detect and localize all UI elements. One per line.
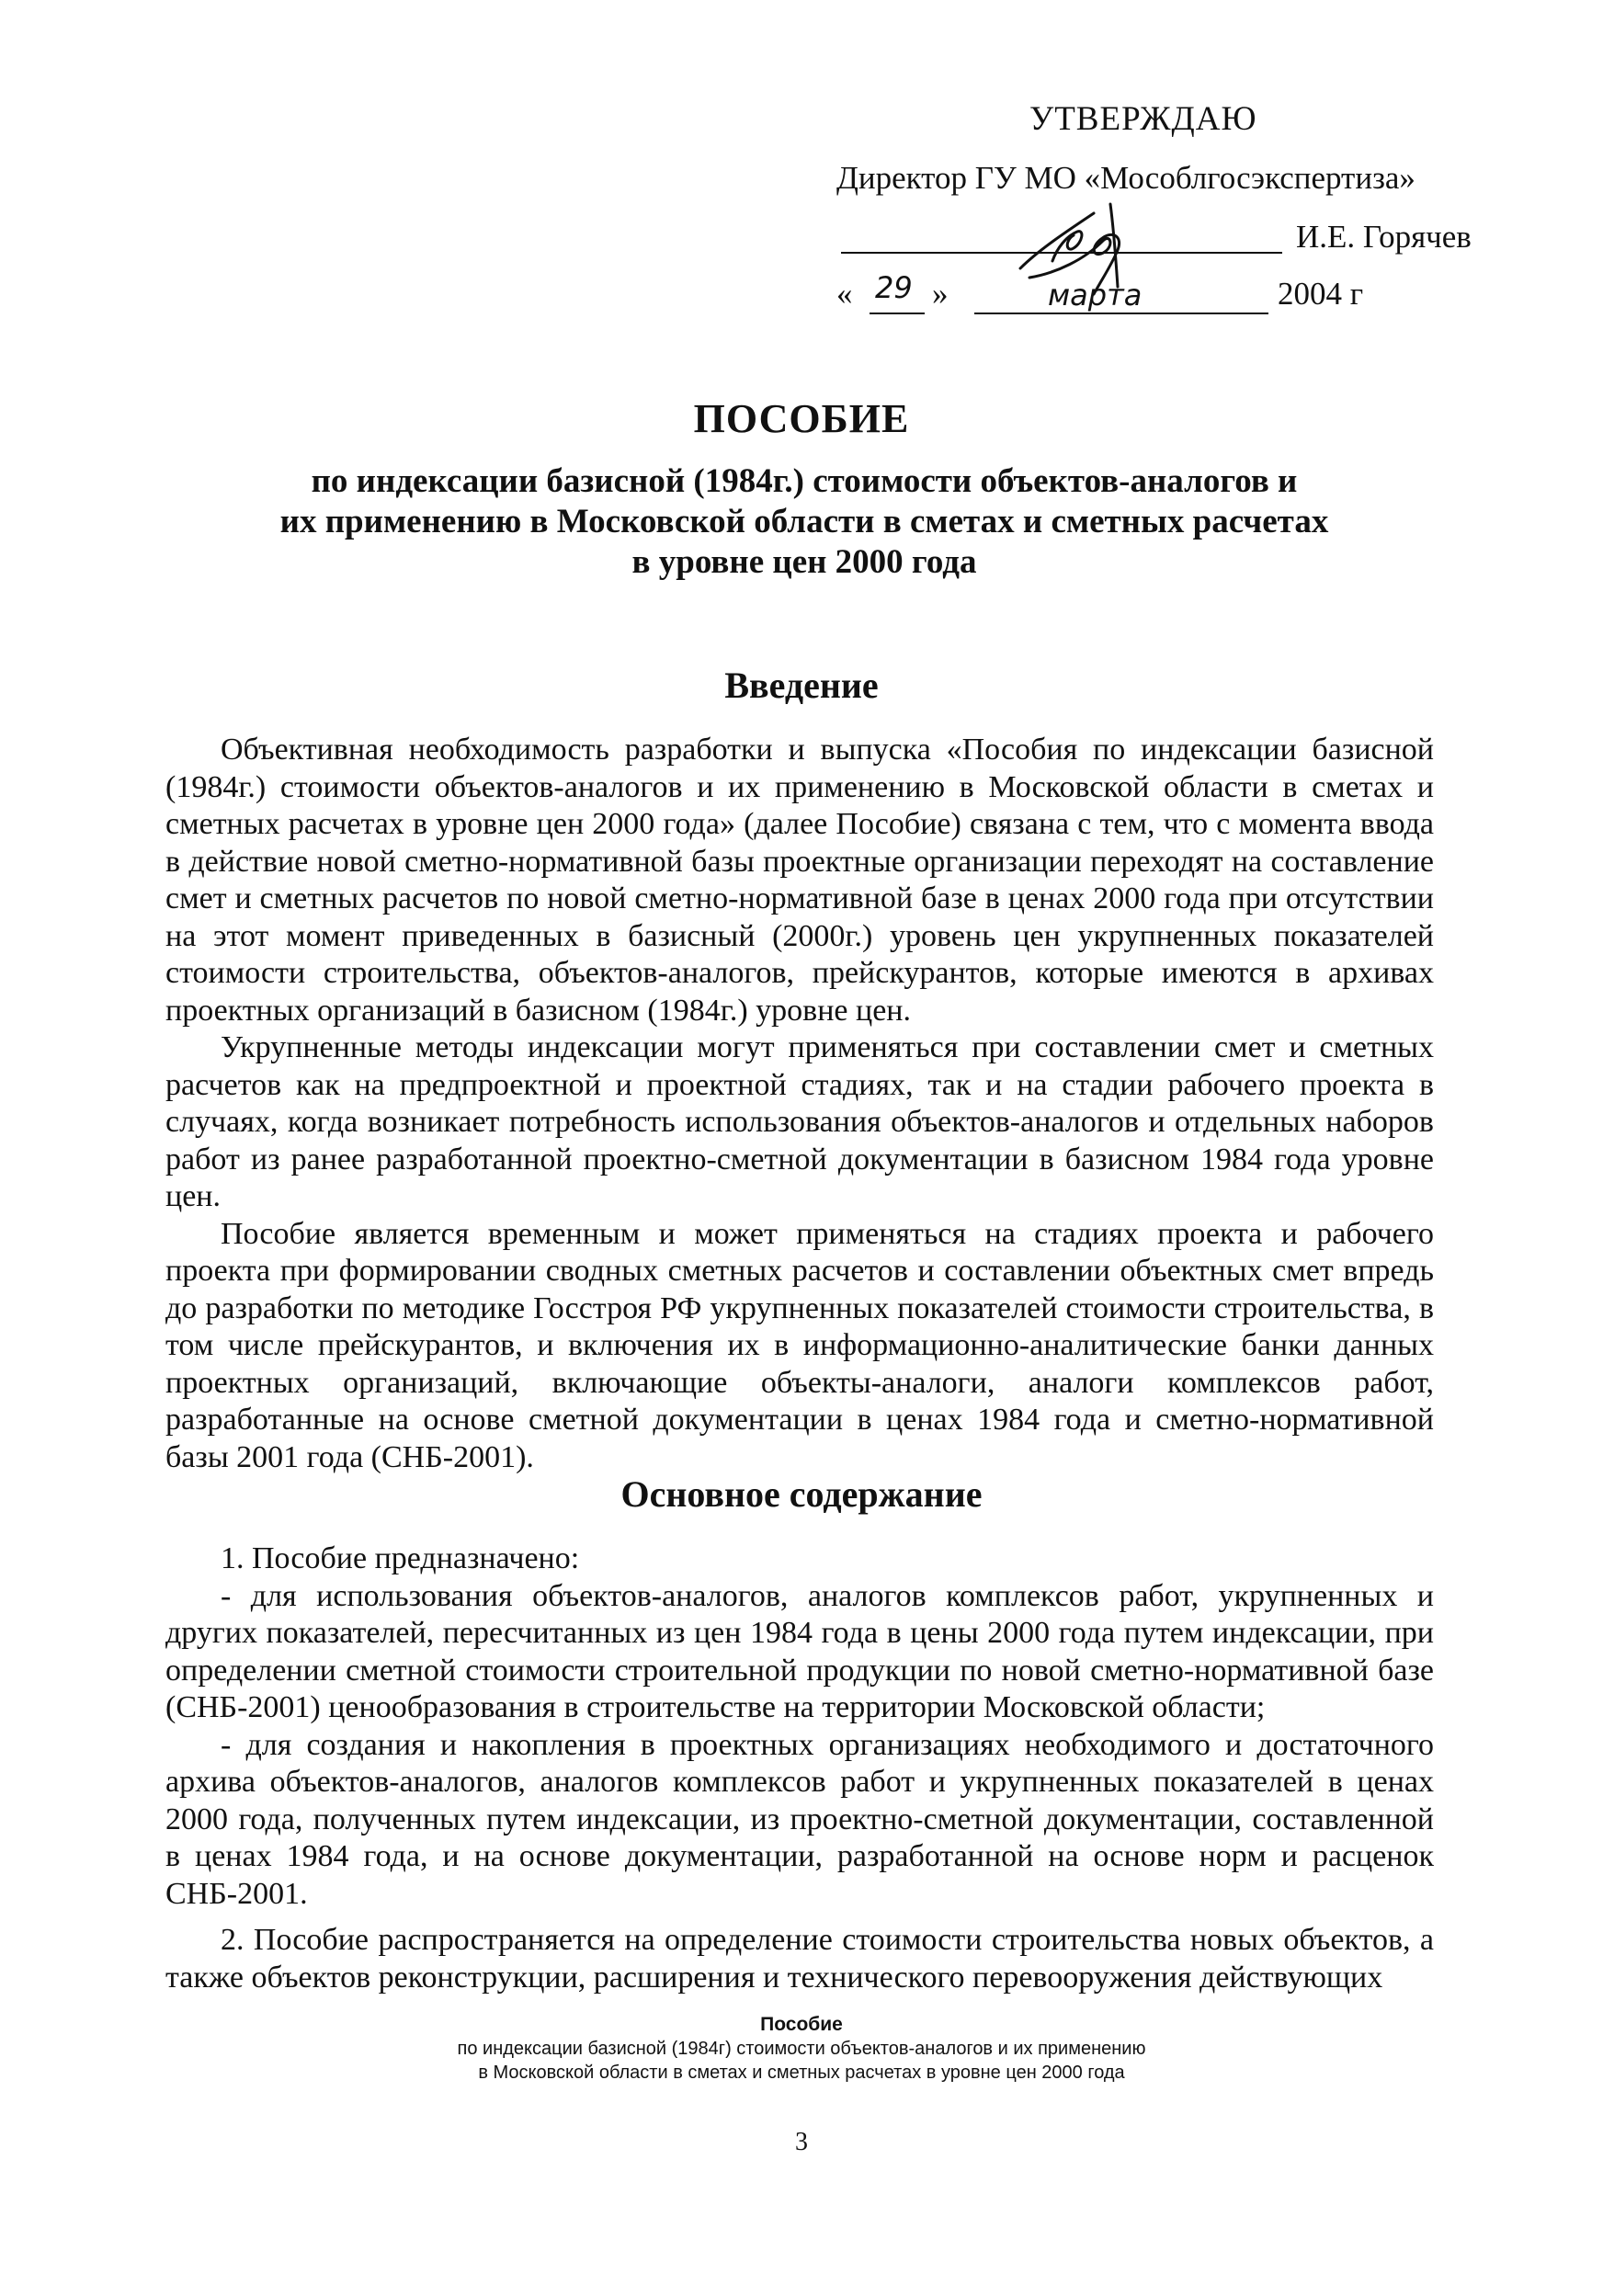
approval-position: Директор ГУ МО «Мособлгосэкспертиза» [836, 160, 1415, 196]
document-title: ПОСОБИЕ [693, 396, 910, 441]
page-number: 3 [795, 2128, 808, 2156]
paragraph: Укрупненные методы индексации могут применяться при составлении смет и сметных расчетов как на предпроектной и проектной стадиях, так и на стадии рабочего проекта в случаях, когда возникает потребность использования объектов-аналогов и отдельных наборов работ из ранее разработанной проектно-сметной документации в базисном 1984 года уровне цен. [165, 1030, 1434, 1213]
subtitle-line: по индексации базисной (1984г.) стоимости объектов-аналогов и [311, 462, 1298, 500]
paragraph: Пособие является временным и может применяться на стадиях проекта и рабочего проекта при формировании сводных сметных расчетов и составлении объектных смет впредь до разработки по методике Госстроя РФ укрупненных показателей стоимости строительства, в том числе прейскурантов, и включения их в информационно-аналитические банки данных проектных организаций, включающие объекты-аналоги, аналоги комплексов работ, разработанные на основе сметной документации в ценах 1984 года и сметно-нормативной базы 2001 года (СНБ-2001). [165, 1216, 1434, 1474]
introduction-text [165, 732, 1434, 1476]
date-month: марта [1048, 278, 1143, 313]
main-content-heading: Основное содержание [620, 1473, 983, 1515]
date-year: 2004 г [1278, 276, 1364, 312]
date-month-line [974, 313, 1268, 314]
date-day-line [870, 313, 925, 314]
date-open-quote: « [836, 276, 853, 312]
date-close-quote: » [932, 276, 949, 312]
paragraph: Объективная необходимость разработки и выпуска «Пособия по индексации базисной (1984г.) стоимости объектов-аналогов и их применению в Московской области в сметах и сметных расчетах в уровне цен 2000 года» (далее Пособие) связана с тем, что с момента ввода в действие новой сметно-нормативной базы проектные организации переходят на составление смет и сметных расчетов по новой сметно-нормативной базе в ценах 2000 года при отсутствии на этот момент приведенных в базисный (2000г.) уровень цен укрупненных показателей стоимости строительства, объектов-аналогов, прейскурантов, которые имеются в архивах проектных организаций в базисном (1984г.) уровне цен. [165, 733, 1434, 1028]
approval-block [809, 92, 1472, 331]
introduction-heading: Введение [724, 665, 879, 706]
page-footer [0, 2013, 1603, 2085]
list-item: - для создания и накопления в проектных организациях необходимого и достаточного архива объектов-аналогов, аналогов комплексов работ и укрупненных показателей в ценах 2000 года, полученных путем индексации, из проектно-сметной документации, составленной в ценах 1984 года, и на основе документации, разработанной на основе норм и расценок СНБ-2001. [165, 1727, 1434, 1911]
list-item: 1. Пособие предназначено: [221, 1541, 580, 1575]
list-item: 2. Пособие распространяется на определение стоимости строительства новых объектов, а также объектов реконструкции, расширения и технического перевооружения действующих [165, 1923, 1434, 1995]
footer-title: Пособие [760, 2014, 843, 2035]
approval-title: УТВЕРЖДАЮ [1029, 100, 1257, 138]
subtitle-line: в уровне цен 2000 года [631, 543, 977, 581]
approver-name: И.Е. Горячев [1296, 219, 1472, 255]
date-day: 29 [875, 270, 913, 305]
approval-date [836, 270, 1461, 322]
footer-line: в Московской области в сметах и сметных расчетах в уровне цен 2000 года [478, 2063, 1125, 2083]
footer-line: по индексации базисной (1984г) стоимости объектов-аналогов и их применению [457, 2039, 1146, 2059]
subtitle-line: их применению в Московской области в сметах и сметных расчетах [279, 503, 1329, 540]
document-subtitle [202, 461, 1406, 583]
main-content-text [165, 1540, 1434, 1996]
list-item: - для использования объектов-аналогов, аналогов комплексов работ, укрупненных и других показателей, пересчитанных из цен 1984 года в цены 2000 года путем индексации, при определении сметной стоимости строительной продукции по новой сметно-нормативной базе (СНБ-2001) ценообразования в строительстве на территории Московской области; [165, 1578, 1434, 1724]
